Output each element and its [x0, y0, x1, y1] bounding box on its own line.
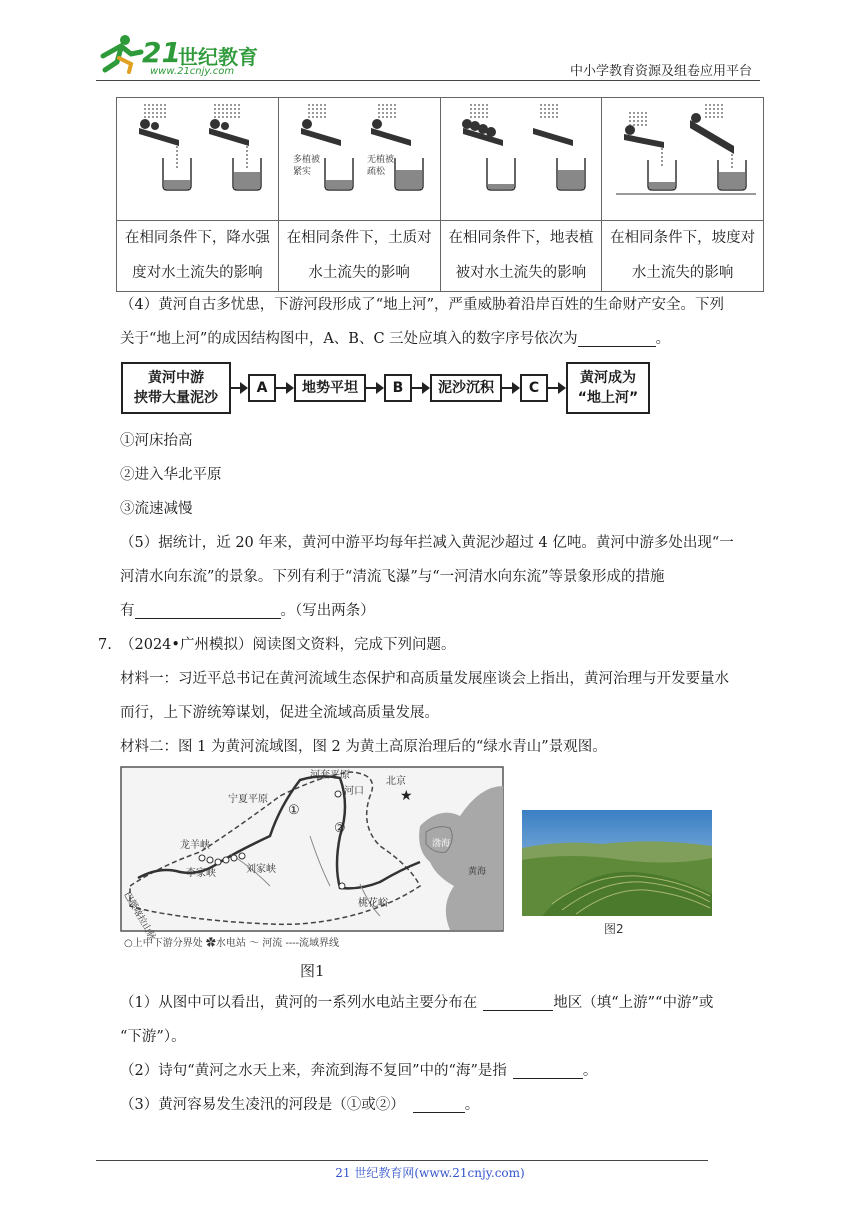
q4-line1: （4）黄河自古多忧患，下游河段形成了“地上河”，严重威胁着沿岸百姓的生命财产安全。下列 — [120, 297, 725, 313]
q4-option-1: ①河床抬高 — [120, 433, 193, 449]
map-label-liujia: 刘家峡 — [246, 864, 276, 875]
q7-sub3-blank[interactable] — [413, 1094, 465, 1113]
yellow-river-map — [120, 766, 506, 980]
q4-line2 — [120, 322, 670, 356]
q7-intro: （2024•广州模拟）阅读图文资料，完成下列问题。 — [120, 637, 456, 653]
footer-text: 21 世纪教育网(www.21cnjy.com) — [335, 1166, 525, 1180]
flow-arrow — [231, 387, 241, 389]
map-label-hekou: 河口 — [344, 786, 364, 797]
experiment-image-vegetation — [440, 98, 602, 221]
header — [0, 0, 860, 80]
experiment-image-slope — [602, 98, 764, 221]
caption-slope: 在相同条件下，坡度对 水土流失的影响 — [602, 221, 764, 292]
label-b1: 疏松 — [366, 167, 385, 177]
q7-sub2-blank[interactable] — [513, 1060, 583, 1079]
map-label-longyang: 龙羊峡 — [180, 840, 210, 851]
logo-number: 21 — [142, 36, 181, 69]
caption-soil: 在相同条件下，土质对 水土流失的影响 — [278, 221, 440, 292]
material1-line1: 材料一：习近平总书记在黄河流域生态保护和高质量发展座谈会上指出，黄河治理与开发要量水 — [120, 671, 729, 687]
q7-sub3: （3）黄河容易发生凌汛的河段是（①或②） 。 — [120, 1088, 479, 1122]
platform-name: 中小学教育资源及组卷应用平台 — [570, 64, 753, 79]
flow-step1-box: 地势平坦 — [294, 374, 366, 402]
q7-sub1-line1: （1）从图中可以看出，黄河的一系列水电站主要分布在 地区（填“上游”“中游”或 — [120, 986, 713, 1020]
label-a1: 多植被 — [292, 155, 320, 165]
flow-arrow — [366, 387, 377, 389]
q7-sub1-line2: “下游”）。 — [120, 1029, 186, 1045]
map-legend: ○上中下游分界处 ✿水电站 ～ 河流 ‑‑‑‑流域界线 — [124, 938, 339, 949]
flow-arrow — [412, 387, 423, 389]
fig2-caption: 图2 — [604, 922, 624, 936]
material2: 材料二：图 1 为黄河流域图，图 2 为黄土高原治理后的“绿水青山”景观图。 — [120, 739, 607, 755]
caption-rainfall: 在相同条件下，降水强 度对水土流失的影响 — [117, 221, 279, 292]
q4-line2-end: 。 — [655, 331, 671, 347]
flow-end-box: 黄河成为 “地上河” — [566, 362, 650, 414]
caption-vegetation: 在相同条件下，地表植 被对水土流失的影响 — [440, 221, 602, 292]
experiment-caption-row — [117, 221, 764, 292]
map-label-ningxia: 宁夏平原 — [228, 794, 268, 805]
flow-arrow — [502, 387, 513, 389]
material1-line2: 而行，上下游统筹谋划，促进全流域高质量发展。 — [120, 705, 439, 721]
q7-sub2: （2）诗句“黄河之水天上来，奔流到海不复回”中的“海”是指 。 — [120, 1054, 597, 1088]
footer-divider — [96, 1160, 708, 1161]
beijing-star-icon: ★ — [400, 788, 413, 804]
logo-text: 世纪教育 — [178, 45, 258, 69]
flow-arrow — [548, 387, 559, 389]
flow-a-box[interactable]: A — [248, 374, 276, 402]
q7-sub1-blank[interactable] — [483, 992, 553, 1011]
flow-arrow — [276, 387, 287, 389]
q4-answer-blank[interactable] — [578, 328, 656, 347]
q5-answer-blank[interactable] — [135, 600, 281, 619]
q5-line2: 河清水向东流”的景象。下列有利于“清流飞瀑”与“一河清水向东流”等景象形成的措施 — [120, 569, 665, 585]
map-label-bayan: 巴颜喀拉山脉 — [121, 890, 158, 943]
q7-number: 7. — [98, 637, 112, 653]
experiment-table — [116, 97, 764, 292]
experiment-image-soil — [278, 98, 440, 221]
logo-url: www.21cnjy.com — [150, 66, 235, 77]
q4-option-2: ②进入华北平原 — [120, 467, 222, 483]
map-label-taohua: 桃花峪 — [358, 898, 388, 909]
flow-b-box[interactable]: B — [384, 374, 412, 402]
label-a2: 紧实 — [292, 167, 311, 177]
map-mark-2: ② — [334, 821, 346, 836]
map-label-hetao: 河套平原 — [310, 770, 350, 781]
q4-option-3: ③流速减慢 — [120, 501, 193, 517]
experiment-image-rainfall — [117, 98, 279, 221]
experiment-image-row — [117, 98, 764, 221]
runner-logo-icon — [95, 34, 145, 74]
flow-c-box[interactable]: C — [520, 374, 548, 402]
q5-line1: （5）据统计，近 20 年来，黄河中游平均每年拦减入黄泥沙超过 4 亿吨。黄河中游多处出现“一 — [120, 535, 734, 551]
header-divider — [96, 80, 760, 81]
q4-line2-text: 关于“地上河”的成因结构图中，A、B、C 三处应填入的数字序号依次为 — [120, 331, 578, 347]
map-label-bohai: 渤海 — [432, 839, 451, 849]
loess-plateau-photo — [522, 810, 712, 916]
label-b2: 无植被 — [366, 155, 394, 165]
map-mark-1: ① — [288, 803, 300, 818]
map-label-huanghai: 黄海 — [468, 867, 487, 877]
q5-line3: 有 。（写出两条） — [120, 594, 375, 628]
fig1-caption: 图1 — [300, 962, 325, 980]
flow-step2-box: 泥沙沉积 — [430, 374, 502, 402]
map-label-lijia: 李家峡 — [186, 868, 216, 879]
flow-start-box: 黄河中游 挟带大量泥沙 — [121, 362, 231, 414]
map-label-beijing: 北京 — [386, 776, 406, 787]
